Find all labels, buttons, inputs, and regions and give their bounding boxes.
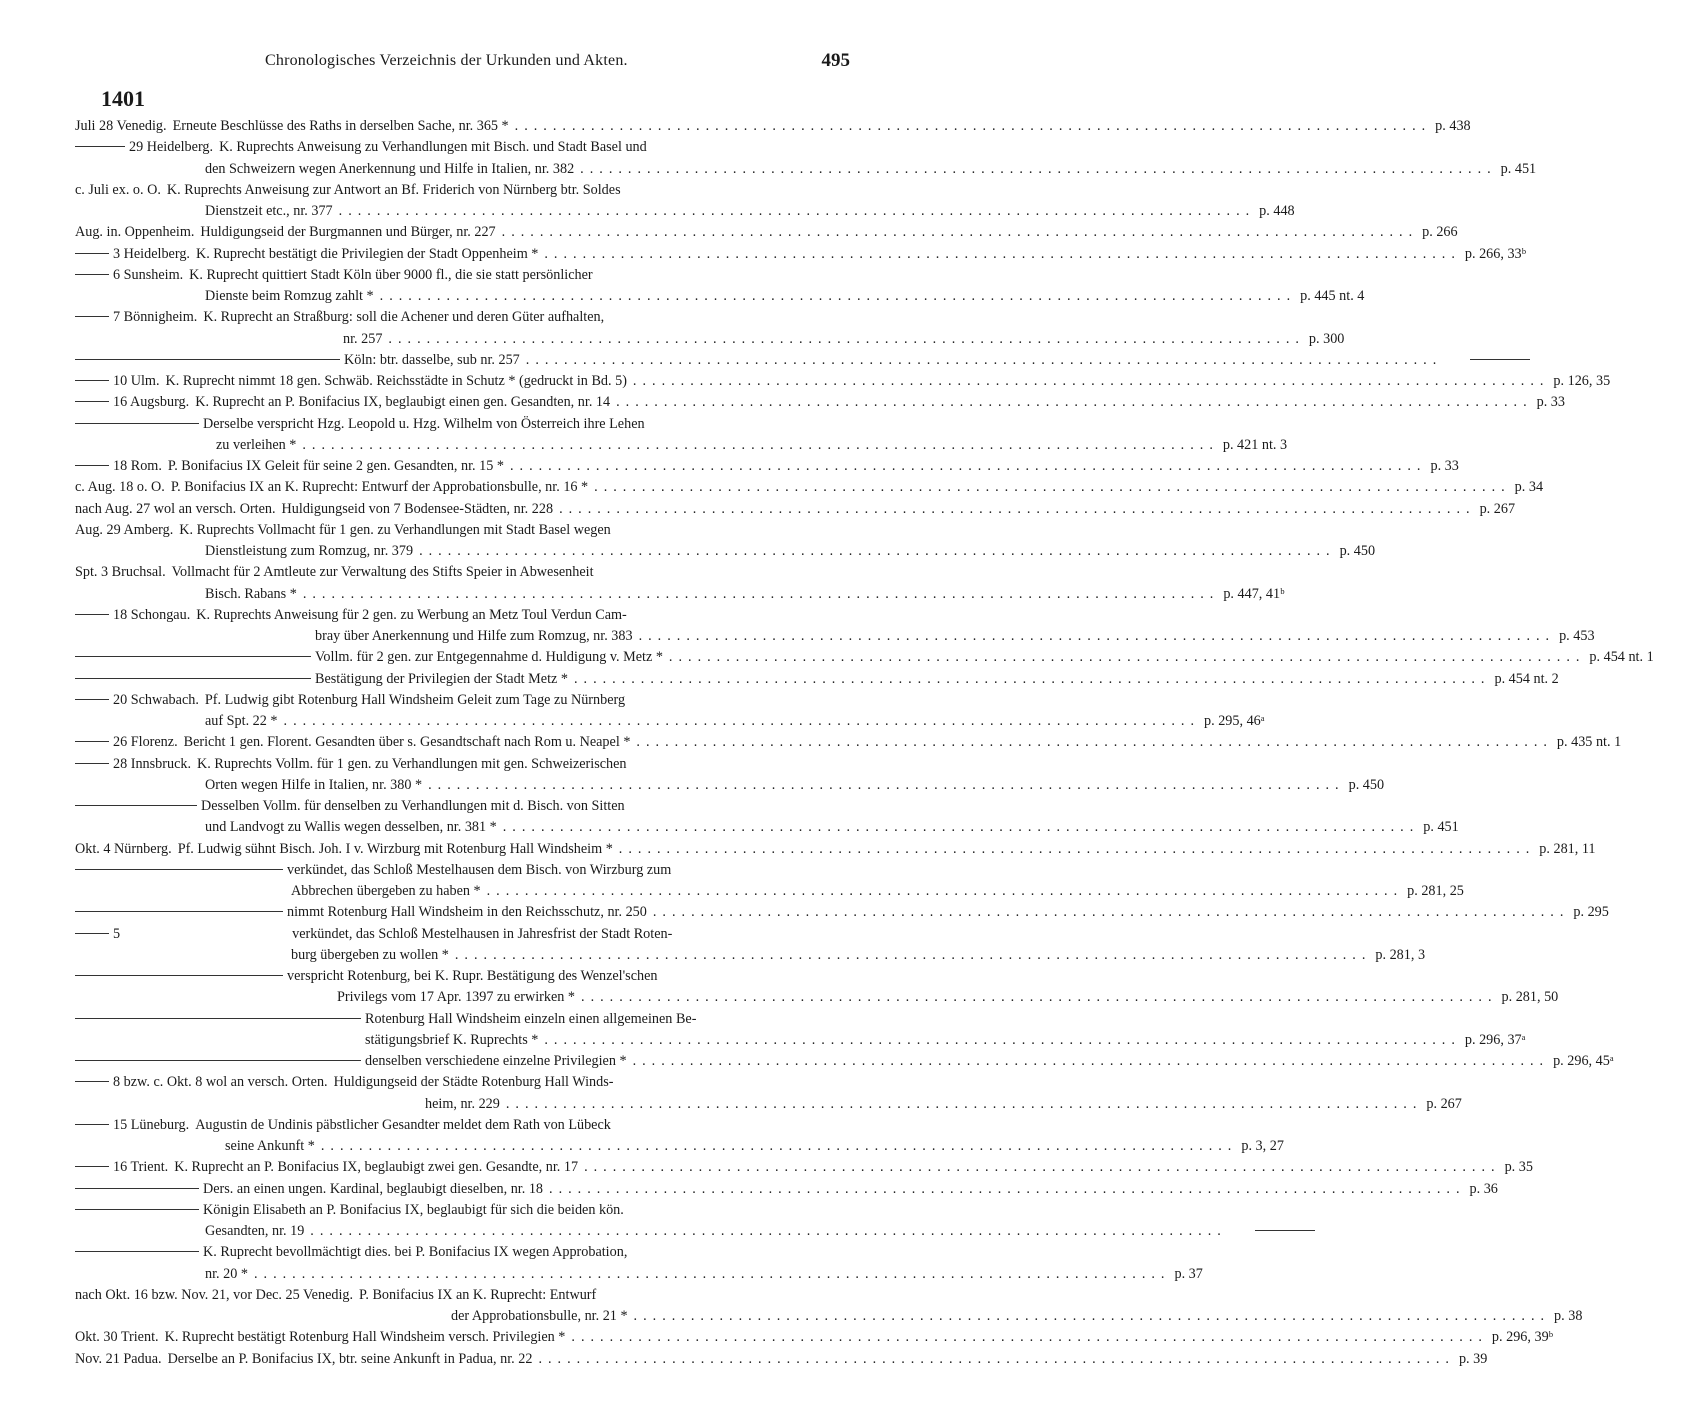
entry-date: 26 Florenz. — [113, 734, 178, 751]
register-entry — [75, 116, 1471, 137]
entry-line — [75, 1349, 1488, 1370]
entry-date: 7 Bönnigheim. — [113, 309, 198, 326]
page-reference: p. 438 — [1435, 118, 1471, 134]
leader-dots — [297, 584, 1220, 605]
page-reference: p. 421 nt. 3 — [1222, 436, 1288, 453]
entry-text: heim, nr. 229 — [425, 1095, 500, 1112]
leader-dots — [543, 1179, 1466, 1200]
register-entry — [75, 1349, 1488, 1370]
entry-line — [75, 116, 1471, 137]
page-reference: p. 281, 11 — [1539, 840, 1596, 857]
entry-line — [75, 966, 850, 987]
entry-text: nimmt Rotenburg Hall Windsheim in den Reichsschutz, nr. 250 — [287, 904, 647, 921]
entry-date: 18 Schongau. — [113, 606, 191, 623]
entry-text: Augustin de Undinis päbstlicher Gesandter meldet dem Rath von Lübeck — [195, 1116, 611, 1133]
page-reference: p. 295 — [1573, 904, 1609, 921]
running-head: Chronologisches Verzeichnis der Urkunden und Akten. — [265, 52, 628, 69]
entry-text: Rotenburg Hall Windsheim einzeln einen allgemeinen Be- — [365, 1010, 697, 1027]
entry-date: 6 Sunsheim. — [113, 266, 184, 283]
register-entry — [75, 754, 1459, 839]
page-reference: p. 450 — [1339, 543, 1376, 559]
register-entry — [75, 392, 1565, 456]
page-reference: p. 267 — [1426, 1095, 1462, 1112]
ditto-dash — [75, 869, 283, 870]
entry-line — [75, 477, 1544, 498]
ditto-dash — [75, 1209, 199, 1210]
page-reference: p. 35 — [1504, 1159, 1533, 1176]
leader-dots — [610, 392, 1533, 413]
page-reference: p. 451 — [1423, 819, 1459, 836]
entry-line — [75, 1115, 850, 1136]
leader-dots — [588, 477, 1511, 498]
entry-text: Huldigungseid der Städte Rotenburg Hall Winds- — [333, 1074, 614, 1091]
register-entry — [75, 1072, 1462, 1115]
leader-dots — [500, 1094, 1423, 1115]
entry-line — [75, 159, 1537, 180]
leader-dots — [613, 839, 1536, 860]
entry-date: 3 Heidelberg. — [113, 245, 190, 262]
entry-date: c. Aug. 18 o. O. — [75, 479, 165, 496]
page-reference: p. 447, 41ᵇ — [1223, 585, 1285, 602]
entry-text: Bestätigung der Privilegien der Stadt Metz * — [315, 670, 568, 687]
entry-text: P. Bonifacius IX Geleit für seine 2 gen. Gesandten, nr. 15 * — [167, 458, 504, 474]
entry-line — [75, 860, 850, 881]
leader-dots — [449, 945, 1372, 966]
entry-line — [75, 350, 850, 371]
entry-text: K. Ruprechts Vollmacht für 1 gen. zu Verhandlungen mit Stadt Basel wegen — [179, 521, 611, 538]
entry-line — [75, 520, 850, 541]
ditto-dash — [75, 1251, 199, 1252]
entry-line — [75, 839, 1596, 860]
entry-line — [75, 414, 850, 435]
ditto-dash — [75, 1081, 109, 1082]
entry-text: Dienstleistung zum Romzug, nr. 379 — [205, 543, 414, 559]
ditto-dash — [75, 933, 109, 934]
entry-text: Abbrechen übergeben zu haben * — [291, 883, 481, 899]
page-reference: p. 445 nt. 4 — [1300, 288, 1365, 304]
entry-line — [75, 265, 850, 286]
page-reference: p. 296, 39ᵇ — [1491, 1329, 1554, 1346]
entry-line — [75, 392, 1565, 413]
entry-text: verkündet, das Schloß Mestelhausen dem Bisch. von Wirzburg zum — [287, 861, 672, 878]
leader-dots — [422, 775, 1345, 796]
entry-text: nr. 20 * — [205, 1265, 248, 1282]
entry-text: Huldigungseid von 7 Bodensee-Städten, nr. 228 — [281, 500, 554, 517]
register-entry — [75, 180, 1295, 223]
entry-line — [75, 881, 1464, 902]
leader-dots — [647, 902, 1570, 923]
entry-line — [75, 541, 1376, 562]
ditto-dash — [75, 1188, 199, 1189]
ditto-dash — [75, 423, 199, 424]
page-reference: p. 454 nt. 1 — [1589, 649, 1654, 666]
entry-line — [75, 817, 1459, 838]
leader-dots — [663, 647, 1586, 668]
leader-dots — [627, 1051, 1550, 1072]
ditto-dash — [75, 805, 197, 806]
leader-dots — [578, 1157, 1501, 1178]
leader-dots — [538, 1030, 1461, 1051]
register-entry — [75, 307, 1345, 371]
page-number: 495 — [821, 50, 850, 71]
register-entry — [75, 265, 1365, 308]
entry-line — [75, 924, 850, 945]
register-entry — [75, 222, 1458, 243]
ditto-dash — [75, 465, 109, 466]
leader-dots — [296, 435, 1219, 456]
entry-line — [75, 244, 1527, 265]
entry-date: 8 bzw. c. Okt. 8 wol an versch. Orten. — [113, 1074, 328, 1091]
register-entry — [75, 499, 1516, 520]
page-reference: p. 266, 33ᵇ — [1464, 245, 1527, 262]
entry-line — [75, 1094, 1462, 1115]
leader-dots — [633, 626, 1556, 647]
ditto-dash — [75, 1018, 361, 1019]
entry-line — [75, 626, 1595, 647]
entry-line — [75, 137, 850, 158]
entry-text: Orten wegen Hilfe in Italien, nr. 380 * — [205, 776, 423, 793]
entry-line — [75, 1306, 1583, 1327]
register-entry — [75, 1115, 1284, 1158]
entry-line — [75, 647, 1654, 668]
leader-dots — [481, 881, 1404, 902]
entry-text: Pf. Ludwig sühnt Bisch. Joh. I v. Wirzburg mit Rotenburg Hall Windsheim * — [177, 840, 613, 857]
entry-text: seine Ankunft * — [225, 1138, 315, 1154]
leader-dots — [568, 669, 1491, 690]
entry-line — [75, 945, 1426, 966]
page-reference: p. 38 — [1554, 1308, 1583, 1324]
entry-text: K. Ruprecht nimmt 18 gen. Schwäb. Reichsstädte in Schutz * (gedruckt in Bd. 5) — [165, 373, 627, 389]
register-entry — [75, 244, 1527, 265]
entry-date: 10 Ulm. — [113, 373, 160, 389]
entry-line — [75, 1072, 850, 1093]
register-entry — [75, 924, 1614, 1073]
entry-text: burg übergeben zu wollen * — [291, 946, 449, 963]
entry-text: der Approbationsbulle, nr. 21 * — [451, 1308, 628, 1324]
entry-line — [75, 1200, 850, 1221]
entry-date: nach Aug. 27 wol an versch. Orten. — [75, 500, 276, 517]
leader-dots — [574, 159, 1497, 180]
entry-text: Dienste beim Romzug zahlt * — [205, 288, 374, 304]
ditto-dash — [75, 1060, 361, 1061]
entry-text: K. Ruprecht bestätigt die Privilegien der Stadt Oppenheim * — [195, 245, 539, 262]
register-entry — [75, 371, 1611, 392]
entry-text: Vollmacht für 2 Amtleute zur Verwaltung des Stifts Speier in Abwesenheit — [171, 564, 594, 581]
entry-date: 20 Schwabach. — [113, 691, 199, 708]
register-entry — [75, 520, 1376, 563]
leader-dots — [565, 1327, 1488, 1348]
entry-text: nr. 257 — [343, 330, 383, 347]
ditto-dash — [75, 614, 109, 615]
leader-dots — [278, 711, 1201, 732]
entry-text: stätigungsbrief K. Ruprechts * — [365, 1031, 539, 1048]
entry-text: denselben verschiedene einzelne Privilegien * — [365, 1053, 627, 1069]
entry-line — [75, 796, 850, 817]
page-reference: p. 453 — [1559, 628, 1595, 644]
entry-text: und Landvogt zu Wallis wegen desselben, nr. 381 * — [205, 819, 497, 836]
entry-date: nach Okt. 16 bzw. Nov. 21, vor Dec. 25 Venedig. — [75, 1286, 354, 1303]
page-reference: p. 3, 27 — [1241, 1138, 1284, 1154]
entry-line — [75, 371, 1611, 392]
page-reference: p. 454 nt. 2 — [1494, 670, 1559, 687]
register-entry — [75, 1157, 1533, 1285]
ditto-dash — [75, 146, 125, 147]
register-entry — [75, 562, 1285, 605]
entry-text: den Schweizern wegen Anerkennung und Hilfe in Italien, nr. 382 — [205, 160, 575, 177]
entry-line — [75, 1221, 850, 1242]
entry-text: Ders. an einen ungen. Kardinal, beglaubigt dieselben, nr. 18 — [203, 1180, 544, 1197]
entry-line — [75, 435, 1288, 456]
page-reference: p. 266 — [1422, 224, 1458, 241]
ditto-dash — [75, 1166, 109, 1167]
entry-text: K. Ruprecht an P. Bonifacius IX, beglaubigt einen gen. Gesandten, nr. 14 — [195, 394, 611, 411]
entry-line — [75, 1009, 850, 1030]
leader-dots — [248, 1264, 1171, 1285]
entry-line — [75, 201, 1295, 222]
leader-dots — [333, 201, 1256, 222]
register-entry — [75, 605, 1654, 690]
page-reference: p. 435 nt. 1 — [1556, 734, 1622, 751]
entry-line — [75, 775, 1385, 796]
ditto-dash — [75, 1124, 109, 1125]
page-reference: p. 450 — [1348, 776, 1385, 793]
leader-dots — [532, 1349, 1455, 1370]
leader-dots — [520, 350, 1443, 371]
entry-line — [75, 1242, 850, 1263]
register-entry — [75, 137, 1537, 180]
register-entry — [75, 1327, 1554, 1348]
entry-line — [75, 456, 1459, 477]
leader-dots — [553, 499, 1476, 520]
page-reference: p. 295, 46ᵃ — [1204, 713, 1265, 729]
entry-text: verspricht Rotenburg, bei K. Rupr. Bestätigung des Wenzel'schen — [287, 968, 658, 984]
entry-line — [75, 1157, 1533, 1178]
ditto-dash — [75, 656, 311, 657]
entry-text: Desselben Vollm. für denselben zu Verhandlungen mit d. Bisch. von Sitten — [201, 798, 625, 814]
leader-dots — [575, 987, 1498, 1008]
page-reference: p. 33 — [1536, 394, 1565, 411]
page-reference: p. 126, 35 — [1553, 373, 1611, 389]
leader-dots — [509, 116, 1432, 137]
entry-line — [75, 902, 1609, 923]
entry-line — [75, 1264, 1203, 1285]
entry-line — [75, 1051, 1614, 1072]
entry-date: 5 — [113, 925, 121, 942]
entry-line — [75, 690, 850, 711]
entry-text: auf Spt. 22 * — [205, 713, 278, 729]
entry-text: Privilegs vom 17 Apr. 1397 zu erwirken * — [337, 989, 576, 1006]
entry-date: Aug. in. Oppenheim. — [75, 224, 195, 241]
ditto-dash — [75, 678, 311, 679]
entry-date: Juli 28 Venedig. — [75, 118, 167, 134]
page-reference: p. 296, 45ᵃ — [1553, 1053, 1614, 1069]
leader-dots — [504, 456, 1427, 477]
leader-dots — [374, 286, 1297, 307]
entry-text: Derselbe an P. Bonifacius IX, btr. seine Ankunft in Padua, nr. 22 — [167, 1350, 533, 1367]
entry-text: Dienstzeit etc., nr. 377 — [205, 203, 333, 219]
entry-text: Königin Elisabeth an P. Bonifacius IX, beglaubigt für sich die beiden kön. — [203, 1201, 624, 1218]
entry-date: 29 Heidelberg. — [129, 139, 214, 156]
entry-line — [75, 987, 1559, 1008]
entry-text: Köln: btr. dasselbe, sub nr. 257 — [344, 351, 520, 368]
ditto-dash — [75, 975, 283, 976]
register-entry — [75, 690, 1265, 733]
ditto-dash — [75, 380, 109, 381]
leader-dots — [627, 371, 1550, 392]
register-entry — [75, 1285, 1583, 1328]
entry-line — [75, 711, 1265, 732]
entry-text: Erneute Beschlüsse des Raths in derselben Sache, nr. 365 * — [172, 118, 509, 134]
entry-line — [75, 754, 850, 775]
entry-text: bray über Anerkennung und Hilfe zum Romzug, nr. 383 — [315, 628, 633, 644]
entry-line — [75, 605, 850, 626]
page-reference: p. 281, 3 — [1375, 946, 1426, 963]
leader-dots — [496, 222, 1419, 243]
leader-dots — [413, 541, 1336, 562]
entry-line — [75, 180, 850, 201]
entry-text: K. Ruprechts Anweisung zur Antwort an Bf. Friderich von Nürnberg btr. Soldes — [166, 181, 621, 198]
entry-date: Okt. 30 Trient. — [75, 1329, 159, 1346]
entry-text: Gesandten, nr. 19 — [205, 1223, 305, 1239]
page-reference: p. 448 — [1259, 203, 1295, 219]
entry-list — [75, 116, 1654, 1370]
page-reference: p. 36 — [1469, 1180, 1498, 1197]
page-reference: p. 267 — [1479, 500, 1516, 517]
entry-text: zu verleihen * — [216, 436, 297, 453]
entry-text: K. Ruprechts Anweisung zu Verhandlungen mit Bisch. und Stadt Basel und — [219, 139, 647, 156]
ditto-dash — [75, 274, 109, 275]
ditto-dash — [75, 699, 109, 700]
page-reference: p. 296, 37ᵃ — [1464, 1031, 1526, 1048]
entry-date: c. Juli ex. o. O. — [75, 181, 161, 198]
page-reference: p. 281, 50 — [1501, 989, 1559, 1006]
entry-line — [75, 732, 1622, 753]
page-reference: p. 281, 25 — [1407, 883, 1464, 899]
entry-date: Nov. 21 Padua. — [75, 1350, 162, 1367]
entry-text: Vollm. für 2 gen. zur Entgegennahme d. Huldigung v. Metz * — [315, 649, 663, 666]
year-heading: 1401 — [101, 86, 145, 111]
leader-dots — [304, 1221, 1227, 1242]
entry-line — [75, 669, 1559, 690]
entry-text: K. Ruprecht bestätigt Rotenburg Hall Windsheim versch. Privilegien * — [164, 1329, 566, 1346]
entry-text: K. Ruprecht an Straßburg: soll die Achener und deren Güter aufhalten, — [203, 309, 605, 326]
leader-dots — [497, 817, 1420, 838]
entry-line — [75, 1179, 1498, 1200]
entry-line — [75, 1327, 1554, 1348]
leader-dots — [538, 244, 1461, 265]
register-entry — [75, 732, 1622, 753]
register-entry — [75, 839, 1609, 924]
page-reference: p. 451 — [1500, 160, 1537, 177]
leader-dots — [630, 732, 1553, 753]
entry-date: 16 Trient. — [113, 1159, 169, 1176]
entry-text: Bericht 1 gen. Florent. Gesandten über s. Gesandtschaft nach Rom u. Neapel * — [183, 734, 631, 751]
entry-text: verkündet, das Schloß Mestelhausen in Jahresfrist der Stadt Roten- — [292, 925, 673, 942]
entry-line — [75, 1136, 1284, 1157]
page-header — [75, 0, 850, 71]
entry-date: 16 Augsburg. — [113, 394, 190, 411]
ditto-dash — [75, 316, 109, 317]
entry-line — [75, 307, 850, 328]
entry-date: 15 Lüneburg. — [113, 1116, 190, 1133]
register-entry — [75, 477, 1544, 498]
page-reference: p. 300 — [1308, 330, 1345, 347]
page-reference: p. 39 — [1458, 1350, 1488, 1367]
entry-line — [75, 499, 1516, 520]
entry-text: Derselbe verspricht Hzg. Leopold u. Hzg. Wilhelm von Österreich ihre Lehen — [203, 415, 645, 432]
entry-date: Spt. 3 Bruchsal. — [75, 564, 166, 581]
entry-date: Okt. 4 Nürnberg. — [75, 840, 172, 857]
entry-text: Bisch. Rabans * — [205, 585, 297, 602]
leader-dots — [315, 1136, 1238, 1157]
ditto-dash — [75, 253, 109, 254]
page-reference: p. 34 — [1514, 479, 1544, 496]
entry-date: 18 Rom. — [113, 458, 162, 474]
entry-text: P. Bonifacius IX an K. Ruprecht: Entwurf — [359, 1286, 597, 1303]
leader-dots — [628, 1306, 1551, 1327]
entry-line — [75, 584, 1285, 605]
entry-line — [75, 562, 850, 583]
page-reference: p. 37 — [1174, 1265, 1203, 1282]
entry-line — [75, 1030, 1526, 1051]
page-reference: p. 33 — [1430, 458, 1459, 474]
entry-text: Huldigungseid der Burgmannen und Bürger, nr. 227 — [200, 224, 496, 241]
entry-text: K. Ruprecht an P. Bonifacius IX, beglaubigt zwei gen. Gesandte, nr. 17 — [174, 1159, 579, 1176]
entry-line — [75, 1285, 850, 1306]
document-page — [75, 0, 1654, 1367]
ditto-dash — [75, 401, 109, 402]
entry-text: K. Ruprecht quittiert Stadt Köln über 9000 fl., die sie statt persönlicher — [189, 266, 593, 283]
ditto-dash — [75, 911, 283, 912]
ditto-dash — [75, 359, 340, 360]
entry-text: K. Ruprechts Anweisung für 2 gen. zu Werbung an Metz Toul Verdun Cam- — [196, 606, 627, 623]
reference-dash — [1470, 359, 1530, 360]
entry-text: K. Ruprecht bevollmächtigt dies. bei P. Bonifacius IX wegen Approbation, — [203, 1244, 628, 1261]
entry-line — [75, 286, 1365, 307]
entry-line — [75, 329, 1345, 350]
register-entry — [75, 456, 1459, 477]
ditto-dash — [75, 741, 109, 742]
entry-text: Pf. Ludwig gibt Rotenburg Hall Windsheim Geleit zum Tage zu Nürnberg — [204, 691, 626, 708]
entry-date: Aug. 29 Amberg. — [75, 521, 174, 538]
entry-line — [75, 222, 1458, 243]
entry-text: P. Bonifacius IX an K. Ruprecht: Entwurf der Approbationsbulle, nr. 16 * — [170, 479, 589, 496]
entry-date: 28 Innsbruck. — [113, 755, 192, 772]
leader-dots — [382, 329, 1305, 350]
reference-dash — [1255, 1230, 1315, 1231]
ditto-dash — [75, 763, 109, 764]
entry-text: K. Ruprechts Vollm. für 1 gen. zu Verhandlungen mit gen. Schweizerischen — [197, 755, 627, 772]
